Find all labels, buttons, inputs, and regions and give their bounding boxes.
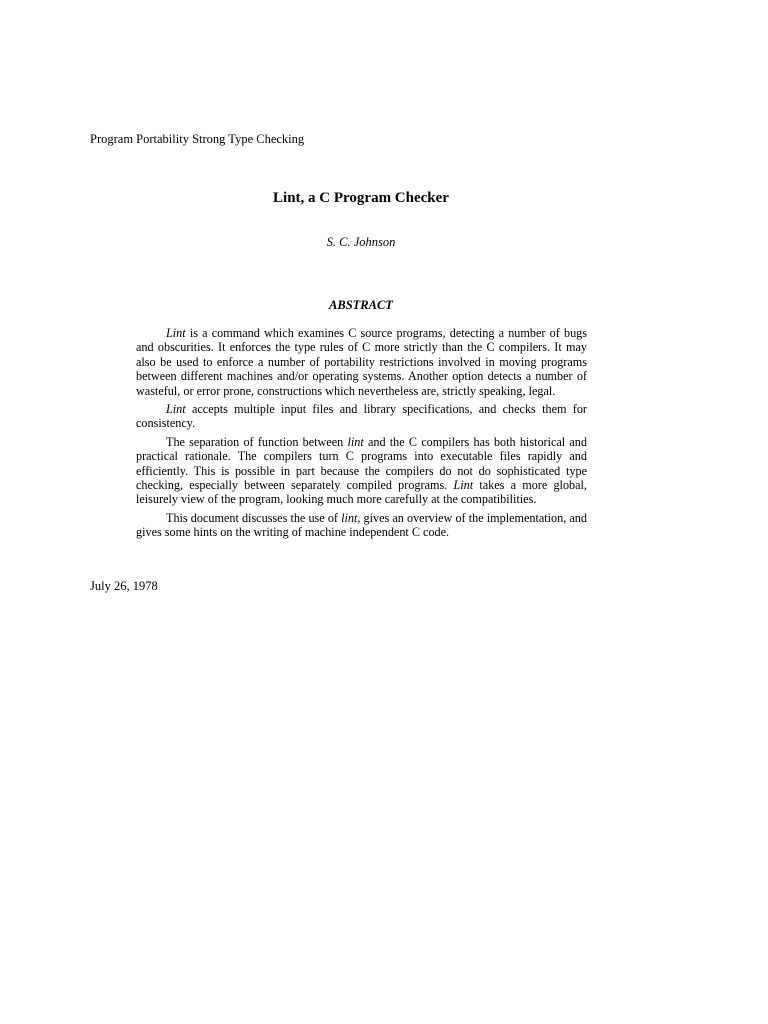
paragraph-text: takes a more global, leisurely view of the program, looking much more carefully at the compatibilities. bbox=[136, 478, 587, 507]
paragraph-text: This document discusses the use of bbox=[166, 510, 342, 525]
keywords-line: Program Portability Strong Type Checking bbox=[90, 132, 305, 146]
abstract-heading: ABSTRACT bbox=[329, 298, 393, 312]
paragraph-text: , gives an overview of the implementation, and gives some hints on the writing of machine independent C code. bbox=[136, 510, 587, 540]
author-name: S. C. Johnson bbox=[326, 235, 396, 249]
lint-term: Lint bbox=[166, 326, 186, 340]
abstract-paragraph-3 bbox=[136, 435, 587, 507]
document-date: July 26, 1978 bbox=[90, 579, 158, 593]
abstract-paragraph-4 bbox=[136, 511, 587, 540]
paragraph-text: accepts multiple input files and library specifications, and checks them for consistency. bbox=[136, 402, 587, 431]
lint-term: lint bbox=[347, 434, 364, 449]
paragraph-text: The separation of function between bbox=[166, 434, 348, 449]
lint-term: Lint bbox=[453, 478, 474, 493]
paragraph-text: and the C compilers has both historical and practical rationale. The compilers turn C programs into executable files rapidly and efficiently. This is possible in part because the compilers do not do sophisticated type checking, especially between separately compiled programs. bbox=[136, 434, 587, 493]
abstract-body bbox=[136, 326, 587, 544]
abstract-paragraph-2 bbox=[136, 402, 587, 431]
lint-term: Lint bbox=[166, 402, 186, 417]
document-title: Lint, a C Program Checker bbox=[273, 190, 449, 206]
abstract-paragraph-1 bbox=[136, 326, 587, 398]
lint-term: lint bbox=[341, 510, 358, 525]
paragraph-text: is a command which examines C source programs, detecting a number of bugs and obscurities. It enforces the type rules of C more strictly than the C compilers. It may also be used to enforce a number of portability restrictions involved in moving programs between different machines and/or operating systems. Another option detects a number of wasteful, or error prone, constructions which nevertheless are, strictly speaking, legal. bbox=[136, 326, 587, 398]
